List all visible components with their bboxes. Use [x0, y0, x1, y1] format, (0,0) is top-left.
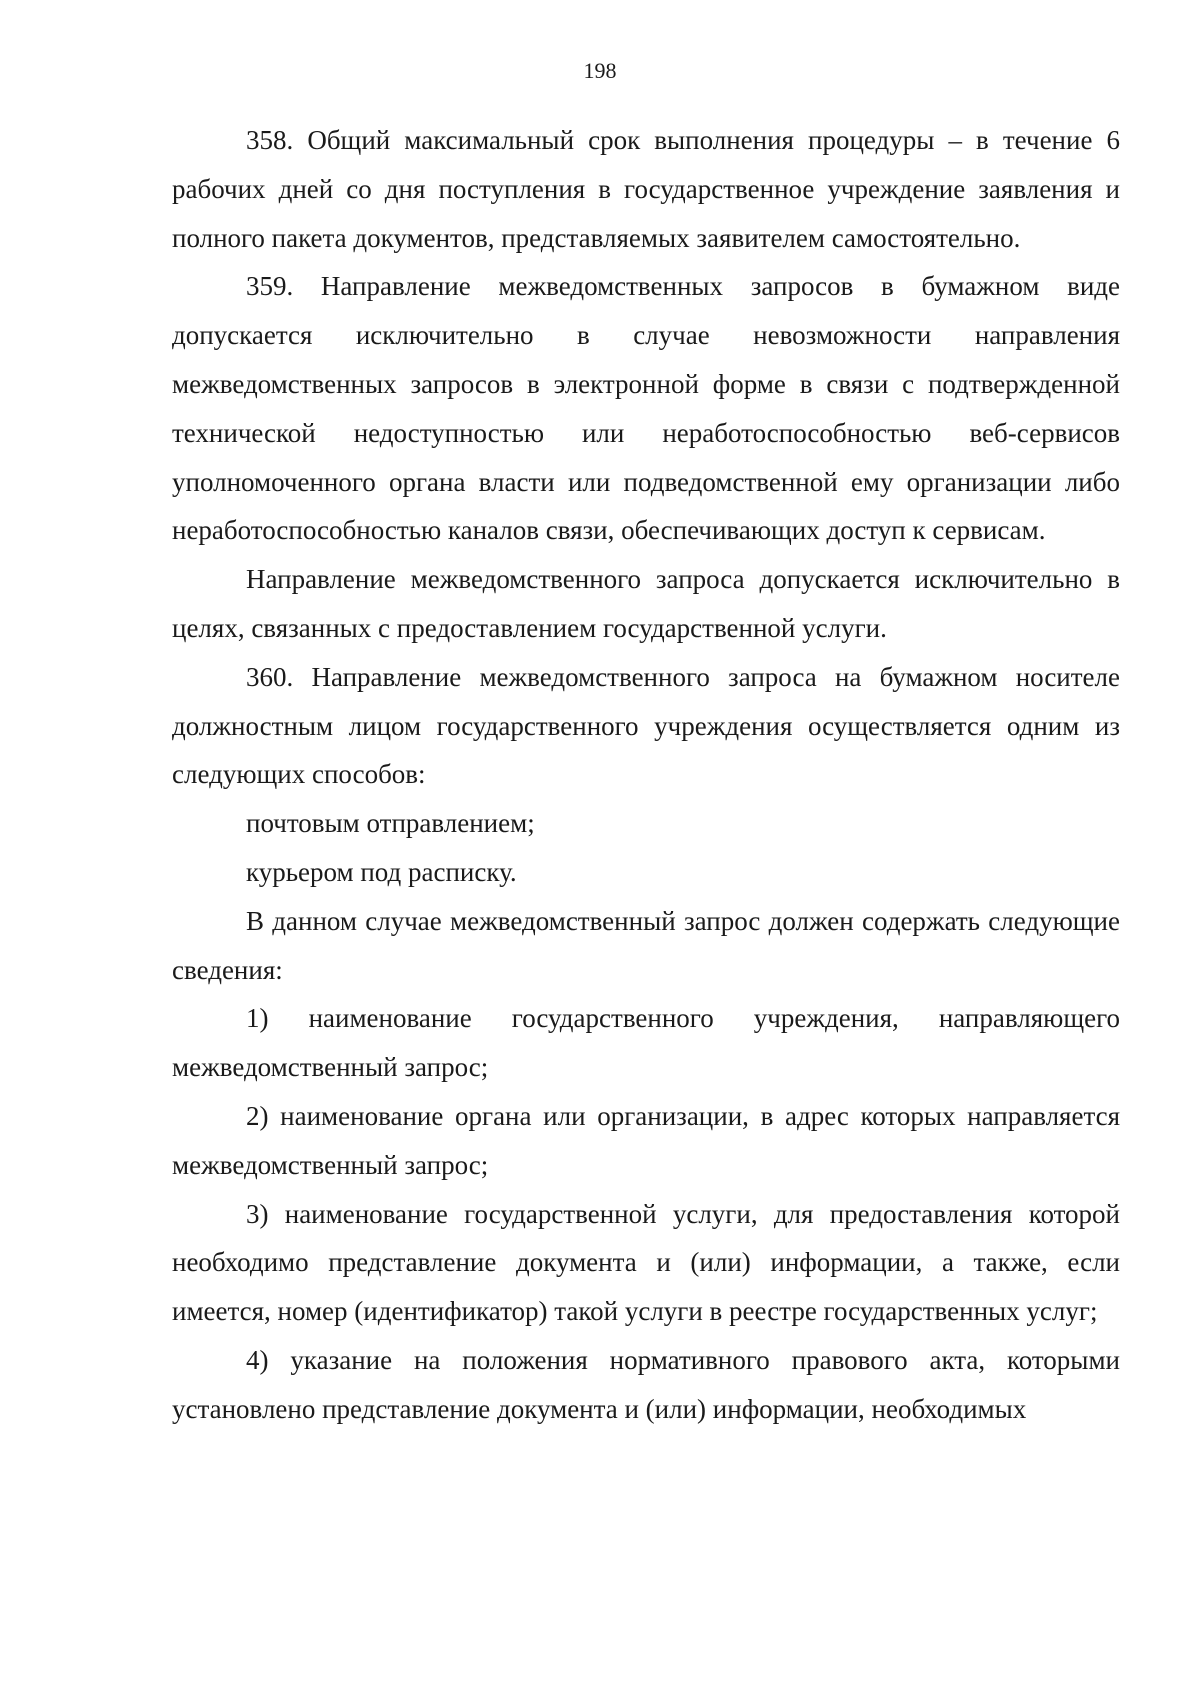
document-body: [172, 116, 1120, 1434]
paragraph-360: 360. Направление межведомственного запроса на бумажном носителе должностным лицом государственного учреждения осуществляется одним из следующих способов:: [172, 661, 1120, 790]
paragraph-request-contents: В данном случае межведомственный запрос должен содержать следующие сведения:: [172, 905, 1120, 985]
list-item-3: 3) наименование государственной услуги, для предоставления которой необходимо представление документа и (или) информации, а также, если имеется, номер (идентификатор) такой услуги в реестре государственных услуг;: [172, 1198, 1120, 1327]
list-item-2: 2) наименование органа или организации, в адрес которых направляется межведомственный запрос;: [172, 1100, 1120, 1180]
paragraph-359-purpose: Направление межведомственного запроса допускается исключительно в целях, связанных с предоставлением государственной услуги.: [172, 564, 1120, 643]
list-item-4: 4) указание на положения нормативного правового акта, которыми установлено представление документа и (или) информации, необходимых: [172, 1344, 1120, 1424]
list-item-1: 1) наименование государственного учреждения, направляющего межведомственный запрос;: [172, 1003, 1120, 1083]
paragraph-359: 359. Направление межведомственных запросов в бумажном виде допускается исключительно в случае невозможности направления межведомственных запросов в электронной форме в связи с подтвержденной технической недоступностью или неработоспособностью веб-сервисов уполномоченного органа власти или подведомственной ему организации либо неработоспособностью каналов связи, обеспечивающих доступ к сервисам.: [172, 271, 1120, 546]
page-number: 198: [583, 58, 617, 83]
list-item-courier: курьером под расписку.: [246, 856, 517, 887]
paragraph-358: 358. Общий максимальный срок выполнения процедуры – в течение 6 рабочих дней со дня поступления в государственное учреждение заявления и полного пакета документов, представляемых заявителем самостоятельно.: [172, 125, 1120, 253]
list-item-postal: почтовым отправлением;: [246, 808, 535, 839]
